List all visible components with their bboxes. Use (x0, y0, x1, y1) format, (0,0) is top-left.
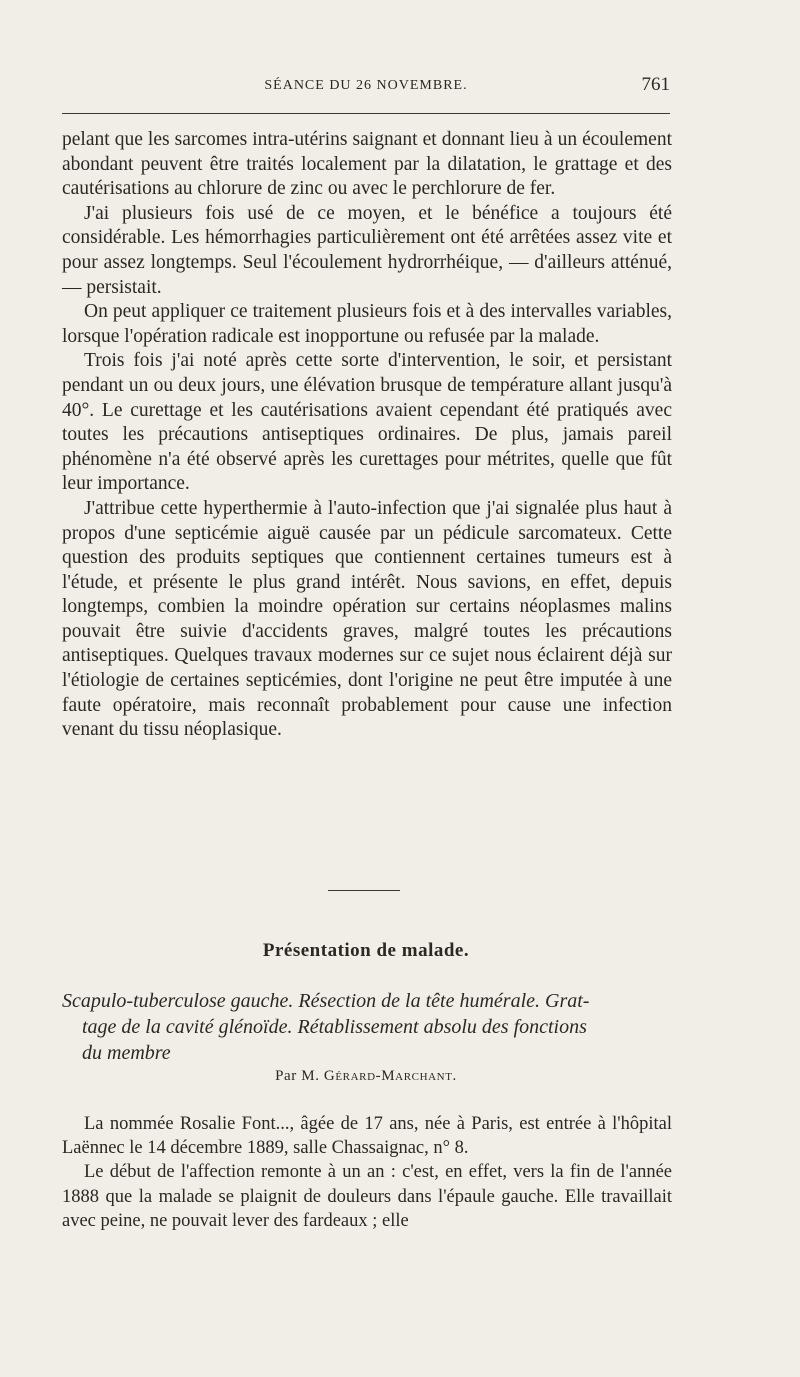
article-title-line: Scapulo-tuberculose gauche. Résection de la tête humérale. Grat- (62, 990, 590, 1012)
byline-prefix: Par M. (275, 1068, 320, 1084)
paragraph: J'attribue cette hyperthermie à l'auto-infection que j'ai signalée plus haut à propos d'une septicémie aiguë causée par un pédicule sarcomateux. Cette question des produits septiques que contiennent certaines tumeurs est à l'étude, et présente le plus grand intérêt. Nous savions, en effet, depuis longtemps, combien la moindre opération sur certains néoplasmes malins pouvait être suivie d'accidents graves, malgré toutes les précautions antiseptiques. Quelques travaux modernes sur ce sujet nous éclairent déjà sur l'étiologie de certaines septicémies, dont l'origine ne peut être imputée à une faute opératoire, mais reconnaît probablement pour cause une infection venant du tissu néoplasique. (62, 497, 672, 741)
paragraph: La nommée Rosalie Font..., âgée de 17 ans, née à Paris, est entrée à l'hôpital Laënnec le 14 décembre 1889, salle Chassaignac, n° 8. (62, 1114, 672, 1159)
body-text-bottom (62, 1112, 672, 1233)
byline (0, 1068, 732, 1085)
header-rule (62, 113, 670, 114)
byline-author: Gérard-Marchant. (323, 1068, 457, 1084)
section-separator (328, 890, 400, 891)
paragraph: On peut appliquer ce traitement plusieurs fois et à des intervalles variables, lorsque l'opération radicale est inopportune ou refusée par la malade. (62, 301, 672, 347)
article-title-line: du membre (82, 1042, 171, 1064)
body-text-top (62, 128, 672, 743)
running-head (62, 74, 670, 104)
paragraph: pelant que les sarcomes intra-utérins saignant et donnant lieu à un écoulement abondant peuvent être traités localement par la dilatation, le grattage et des cautérisations au chlorure de zinc ou avec le perchlorure de fer. (62, 129, 672, 200)
paragraph: J'ai plusieurs fois usé de ce moyen, et le bénéfice a toujours été considérable. Les hémorrhagies particulièrement ont été arrêtées assez vite et pour assez longtemps. Seul l'écoulement hydrorrhéique, — d'ailleurs atténué, — persistait. (62, 202, 672, 298)
paragraph: Le début de l'affection remonte à un an : c'est, en effet, vers la fin de l'année 1888 que la malade se plaignit de douleurs dans l'épaule gauche. Elle travaillait avec peine, ne pouvait lever des fardeaux ; elle (62, 1162, 672, 1231)
running-head-title: SÉANCE DU 26 NOVEMBRE. (264, 78, 468, 93)
section-title: Présentation de malade. (262, 940, 470, 961)
article-title (62, 988, 674, 1066)
page-number: 761 (641, 74, 670, 95)
article-title-line: tage de la cavité glénoïde. Rétablissement absolu des fonctions (82, 1016, 587, 1038)
paragraph: Trois fois j'ai noté après cette sorte d'intervention, le soir, et persistant pendant un ou deux jours, une élévation brusque de température allant jusqu'à 40°. Le curettage et les cautérisations avaient cependant été pratiqués avec toutes les précautions antiseptiques ordinaires. De plus, jamais pareil phénomène n'a été observé après les curettages pour métrites, quelle que fût leur importance. (62, 350, 672, 495)
